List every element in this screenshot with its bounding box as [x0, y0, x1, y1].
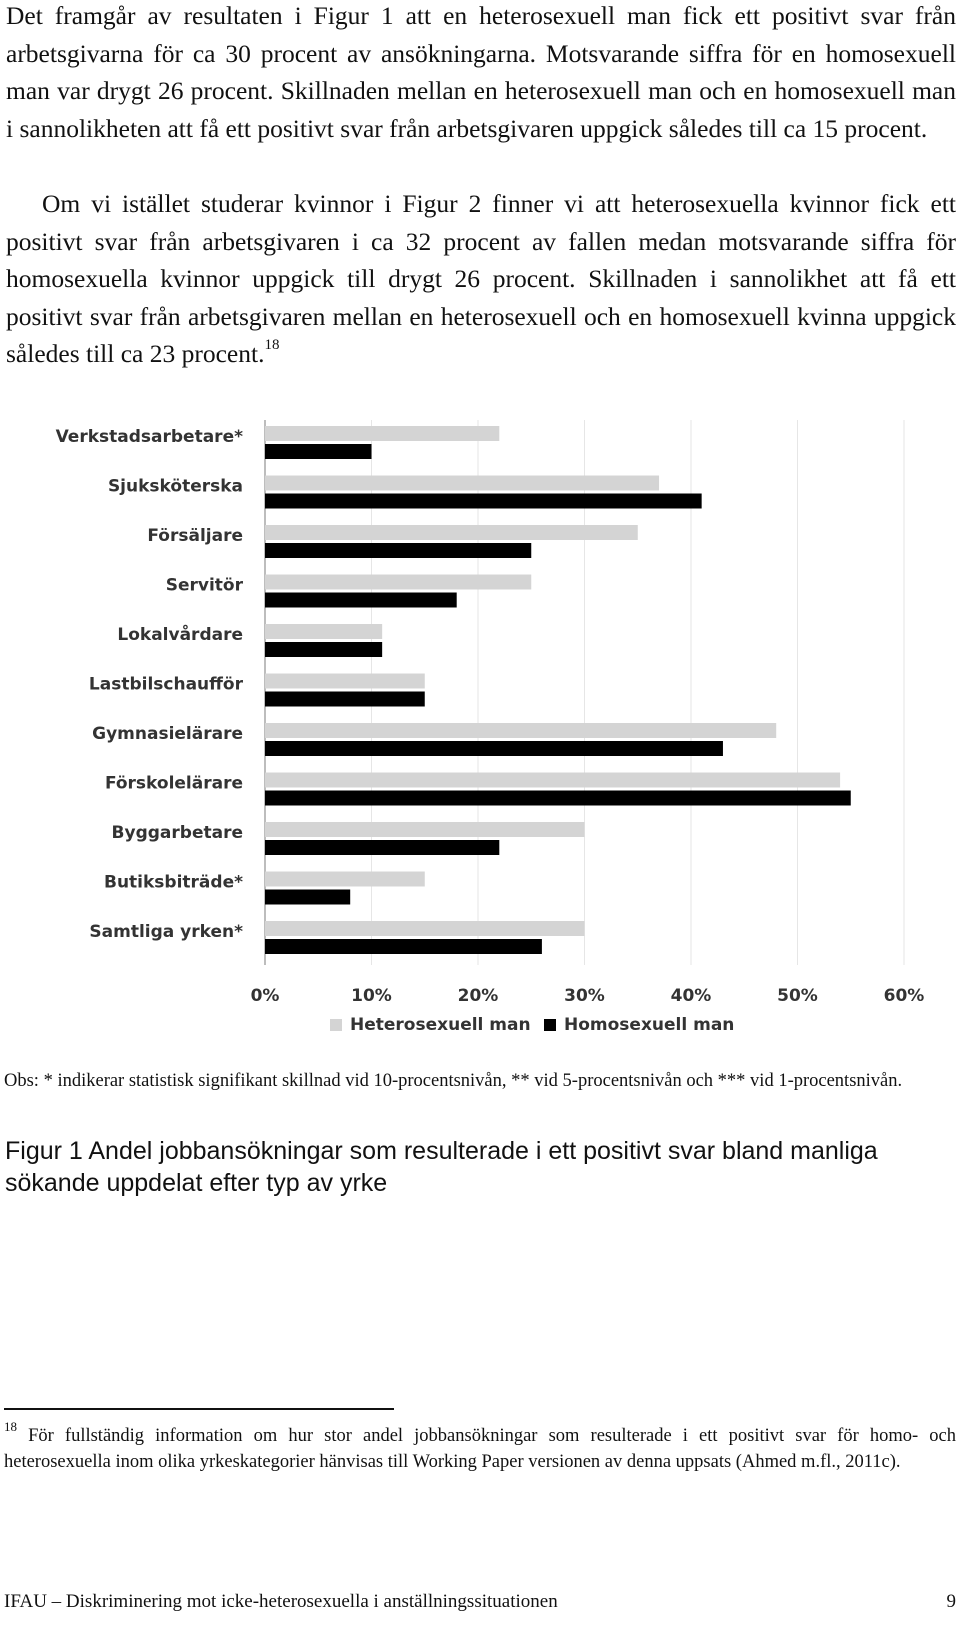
bar-chart: [0, 420, 960, 1060]
obs-note: Obs: * indikerar statistisk signifikant skillnad vid 10-procentsnivån, ** vid 5-procentsnivån och *** vid 1-procentsnivån.: [4, 1071, 903, 1091]
bar-homosexual: [265, 791, 851, 806]
category-label: Försäljare: [147, 526, 243, 546]
chart-category-labels: [56, 427, 244, 942]
x-tick-label: 60%: [883, 986, 925, 1006]
footnote-number: 18: [4, 1418, 17, 1434]
bar-heterosexual: [265, 575, 531, 590]
bar-heterosexual: [265, 723, 776, 738]
paragraph-2: [6, 185, 956, 373]
x-tick-label: 30%: [564, 986, 605, 1006]
category-label: Lastbilschaufför: [88, 674, 243, 695]
bar-homosexual: [265, 543, 531, 558]
running-footer-title: IFAU – Diskriminering mot icke-heterosexuella i anställningssituationen: [4, 1591, 558, 1612]
bar-heterosexual: [265, 426, 499, 441]
bar-heterosexual: [265, 674, 425, 689]
page-number: 9: [946, 1591, 956, 1612]
category-label: Servitör: [165, 575, 243, 596]
bar-heterosexual: [265, 822, 585, 837]
footnote-text: För fullständig information om hur stor andel jobbansökningar som resulterade i ett positivt svar för homo- och heterosexuella inom olika yrkeskategorier hänvisas till Working Paper versionen av denna uppsats (Ahmed m.fl., 2011c).: [4, 1426, 956, 1472]
category-label: Verkstadsarbetare*: [55, 427, 243, 447]
category-label: Sjuksköterska: [107, 476, 243, 497]
chart-legend: [330, 1015, 734, 1035]
category-label: Butiksbiträde*: [103, 872, 243, 893]
figure-caption: Figur 1 Andel jobbansökningar som resulterade i ett positivt svar bland manliga sökande uppdelat efter typ av yrke: [5, 1137, 878, 1197]
chart-x-tick-labels: [251, 986, 925, 1006]
bar-heterosexual: [265, 476, 659, 491]
bar-homosexual: [265, 642, 382, 657]
chart-bars: [265, 426, 851, 954]
legend-label: Homosexuell man: [564, 1015, 735, 1035]
bar-homosexual: [265, 890, 350, 905]
paragraph-1: [6, 0, 956, 147]
legend-label: Heterosexuell man: [350, 1015, 531, 1035]
legend-swatch: [330, 1019, 342, 1031]
bar-homosexual: [265, 593, 457, 608]
x-tick-label: 40%: [670, 986, 712, 1006]
x-tick-label: 20%: [457, 986, 499, 1006]
bar-homosexual: [265, 840, 499, 855]
bar-homosexual: [265, 939, 542, 954]
bar-heterosexual: [265, 921, 585, 936]
bar-homosexual: [265, 692, 425, 707]
category-label: Byggarbetare: [111, 823, 243, 843]
bar-homosexual: [265, 444, 372, 459]
x-tick-label: 0%: [250, 986, 280, 1006]
bar-heterosexual: [265, 624, 382, 639]
paragraph-2-text: Om vi istället studerar kvinnor i Figur 2 finner vi att heterosexuella kvinnor fick ett positivt svar från arbetsgivaren i ca 32 procent av fallen medan motsvarande siffra för homosexuella kvinnor uppgick till drygt 26 procent. Skillnaden i sannolikhet att få ett positivt svar från arbetsgivaren mellan en heterosexuell och en homosexuell kvinna uppgick således till ca 23 procent.: [6, 189, 956, 368]
footnote-ref-18[interactable]: 18: [264, 336, 280, 353]
legend-swatch: [544, 1019, 556, 1031]
footnote: [4, 1418, 956, 1475]
page-footer: [4, 1590, 956, 1614]
category-label: Lokalvårdare: [117, 625, 243, 645]
bar-heterosexual: [265, 773, 840, 788]
x-tick-label: 50%: [777, 986, 818, 1006]
bar-homosexual: [265, 741, 723, 756]
footnote-divider: [4, 1408, 394, 1410]
category-label: Förskolelärare: [104, 773, 243, 794]
category-label: Gymnasielärare: [92, 724, 243, 744]
x-tick-label: 10%: [351, 986, 392, 1006]
bar-homosexual: [265, 494, 702, 509]
bar-heterosexual: [265, 525, 638, 540]
category-label: Samtliga yrken*: [89, 922, 243, 942]
bar-heterosexual: [265, 872, 425, 887]
paragraph-1-text: Det framgår av resultaten i Figur 1 att en heterosexuell man fick ett positivt svar från arbetsgivarna för ca 30 procent av ansökningarna. Motsvarande siffra för en homosexuell man var drygt 26 procent. Skillnaden mellan en heterosexuell man och en homosexuell man i sannolikheten att få ett positivt svar från arbetsgivaren uppgick således till ca 15 procent.: [6, 1, 956, 143]
